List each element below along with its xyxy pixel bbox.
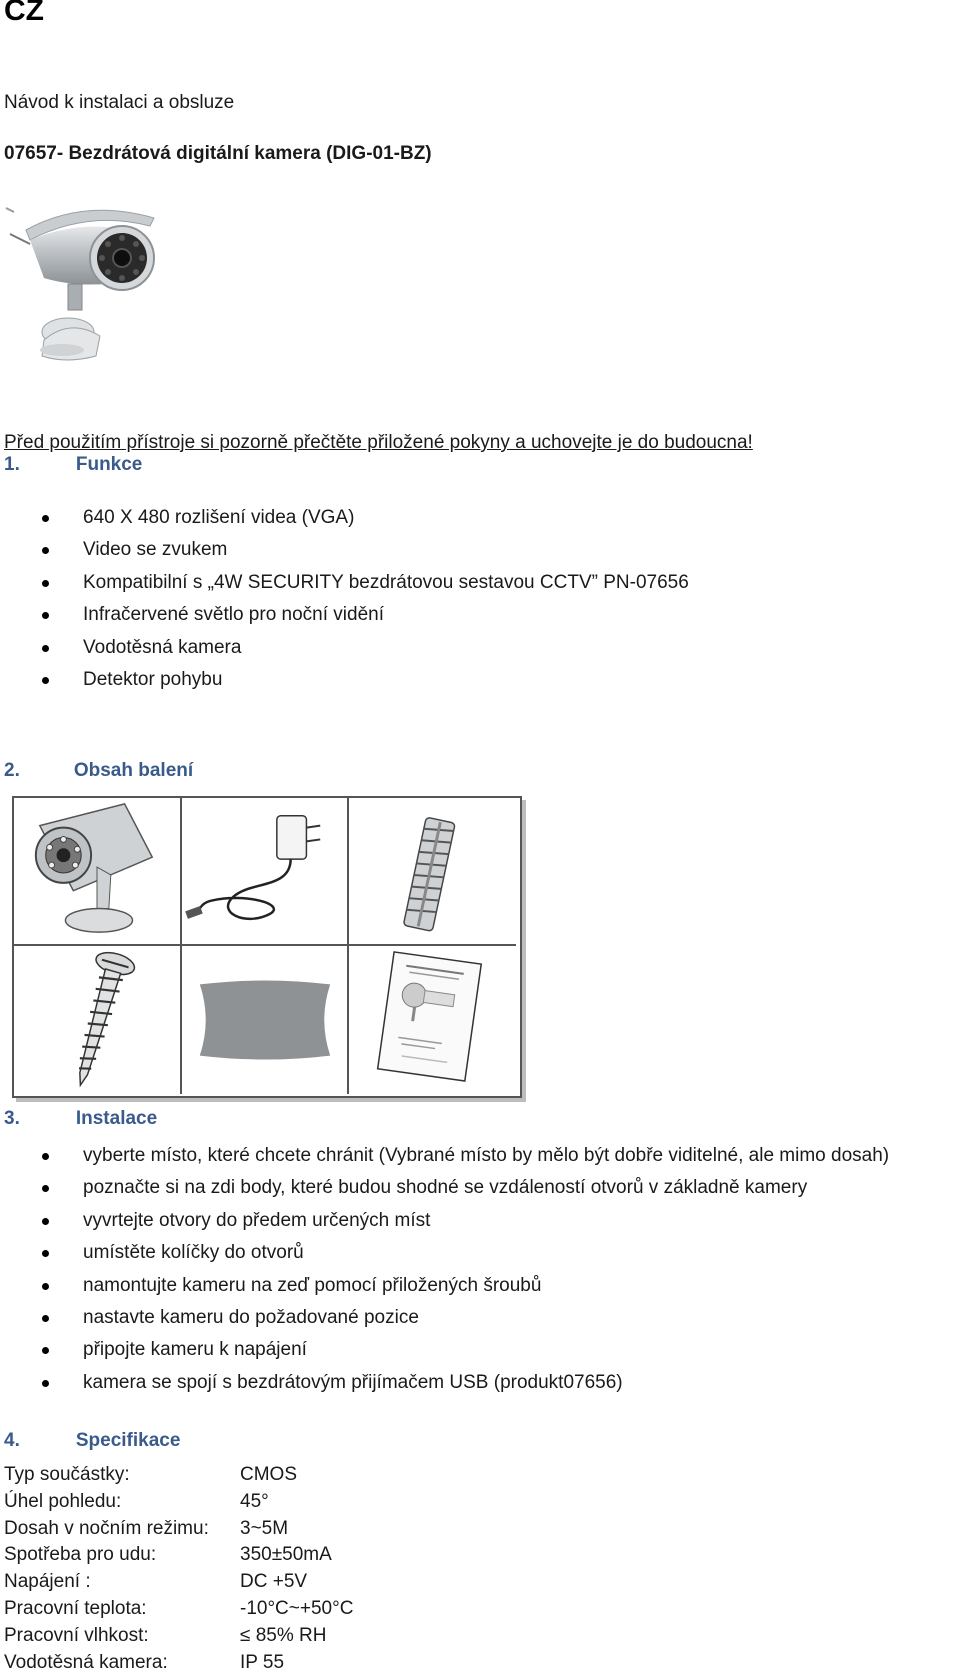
spec-label: Spotřeba pro udu: (4, 1544, 157, 1566)
list-item: poznačte si na zdi body, které budou shodné se vzdáleností otvorů v základně kamery (42, 1172, 889, 1204)
list-item: 640 X 480 rozlišení videa (VGA) (42, 502, 689, 534)
wall-plug-icon (349, 798, 516, 944)
list-item: Kompatibilní s „4W SECURITY bezdrátovou sestavou CCTV” PN-07656 (42, 567, 689, 599)
list-item: Detektor pohybu (42, 664, 689, 696)
package-item-camera (14, 798, 182, 946)
manual-icon (349, 946, 516, 1094)
list-item: Vodotěsná kamera (42, 632, 689, 664)
functions-list (42, 502, 689, 696)
screw-icon (14, 946, 180, 1094)
section-number: 1. (4, 454, 20, 475)
spec-label: Vodotěsná kamera: (4, 1651, 168, 1673)
package-item-screw (14, 946, 182, 1094)
package-item-power-adapter (182, 798, 349, 946)
section-number: 3. (4, 1108, 20, 1129)
list-item: vyberte místo, které chcete chránit (Vybrané místo by mělo být dobře viditelné, ale mimo dosah) (42, 1140, 889, 1172)
spec-label: Napájení : (4, 1571, 91, 1593)
spec-value: 45° (240, 1490, 269, 1512)
section-heading-functions (4, 454, 142, 476)
spec-label: Dosah v nočním režimu: (4, 1517, 209, 1539)
list-item: připojte kameru k napájení (42, 1334, 889, 1366)
spec-value: 350±50mA (240, 1544, 332, 1566)
power-adapter-icon (182, 798, 347, 944)
section-heading-specs (4, 1430, 180, 1452)
section-number: 4. (4, 1430, 20, 1451)
section-number: 2. (4, 760, 20, 781)
list-item: Video se zvukem (42, 534, 689, 566)
list-item: kamera se spojí s bezdrátovým přijímačem USB (produkt07656) (42, 1367, 889, 1399)
install-steps-list (42, 1140, 889, 1399)
list-item: Infračervené světlo pro noční vidění (42, 599, 689, 631)
spec-value: -10°C~+50°C (240, 1597, 354, 1619)
list-item: vyvrtejte otvory do předem určených míst (42, 1205, 889, 1237)
section-title: Obsah balení (73, 760, 194, 781)
spec-label: Úhel pohledu: (4, 1490, 122, 1512)
camera-photo (4, 200, 164, 385)
package-contents-grid (12, 796, 522, 1098)
spec-value: ≤ 85% RH (240, 1624, 327, 1646)
spec-label: Typ součástky: (4, 1464, 130, 1485)
package-item-wall-plug (349, 798, 516, 946)
section-heading-install (4, 1108, 157, 1130)
spec-label: Pracovní teplota: (4, 1597, 147, 1619)
camera-icon (14, 798, 180, 944)
list-item: namontujte kameru na zeď pomocí přiložených šroubů (42, 1270, 889, 1302)
package-item-manual (349, 946, 516, 1094)
spec-label: Pracovní vlhkost: (4, 1624, 149, 1646)
list-item: nastavte kameru do požadované pozice (42, 1302, 889, 1334)
mounting-pad-icon (182, 946, 347, 1094)
language-code: CZ (4, 0, 44, 27)
section-heading-package (4, 760, 193, 782)
section-title: Instalace (75, 1108, 158, 1129)
spec-value: DC +5V (240, 1571, 308, 1593)
package-item-mounting-pad (182, 946, 349, 1094)
spec-value: 3~5M (240, 1517, 289, 1539)
product-title: 07657- Bezdrátová digitální kamera (DIG-01-BZ) (4, 143, 432, 164)
section-title: Funkce (75, 454, 143, 475)
section-title: Specifikace (75, 1430, 181, 1451)
spec-value: IP 55 (240, 1651, 285, 1673)
list-item: umístěte kolíčky do otvorů (42, 1237, 889, 1269)
spec-value: CMOS (240, 1464, 297, 1485)
document-subtitle: Návod k instalaci a obsluze (4, 92, 235, 113)
usage-notice: Před použitím přístroje si pozorně přečtěte přiložené pokyny a uchovejte je do budoucna! (4, 432, 753, 453)
